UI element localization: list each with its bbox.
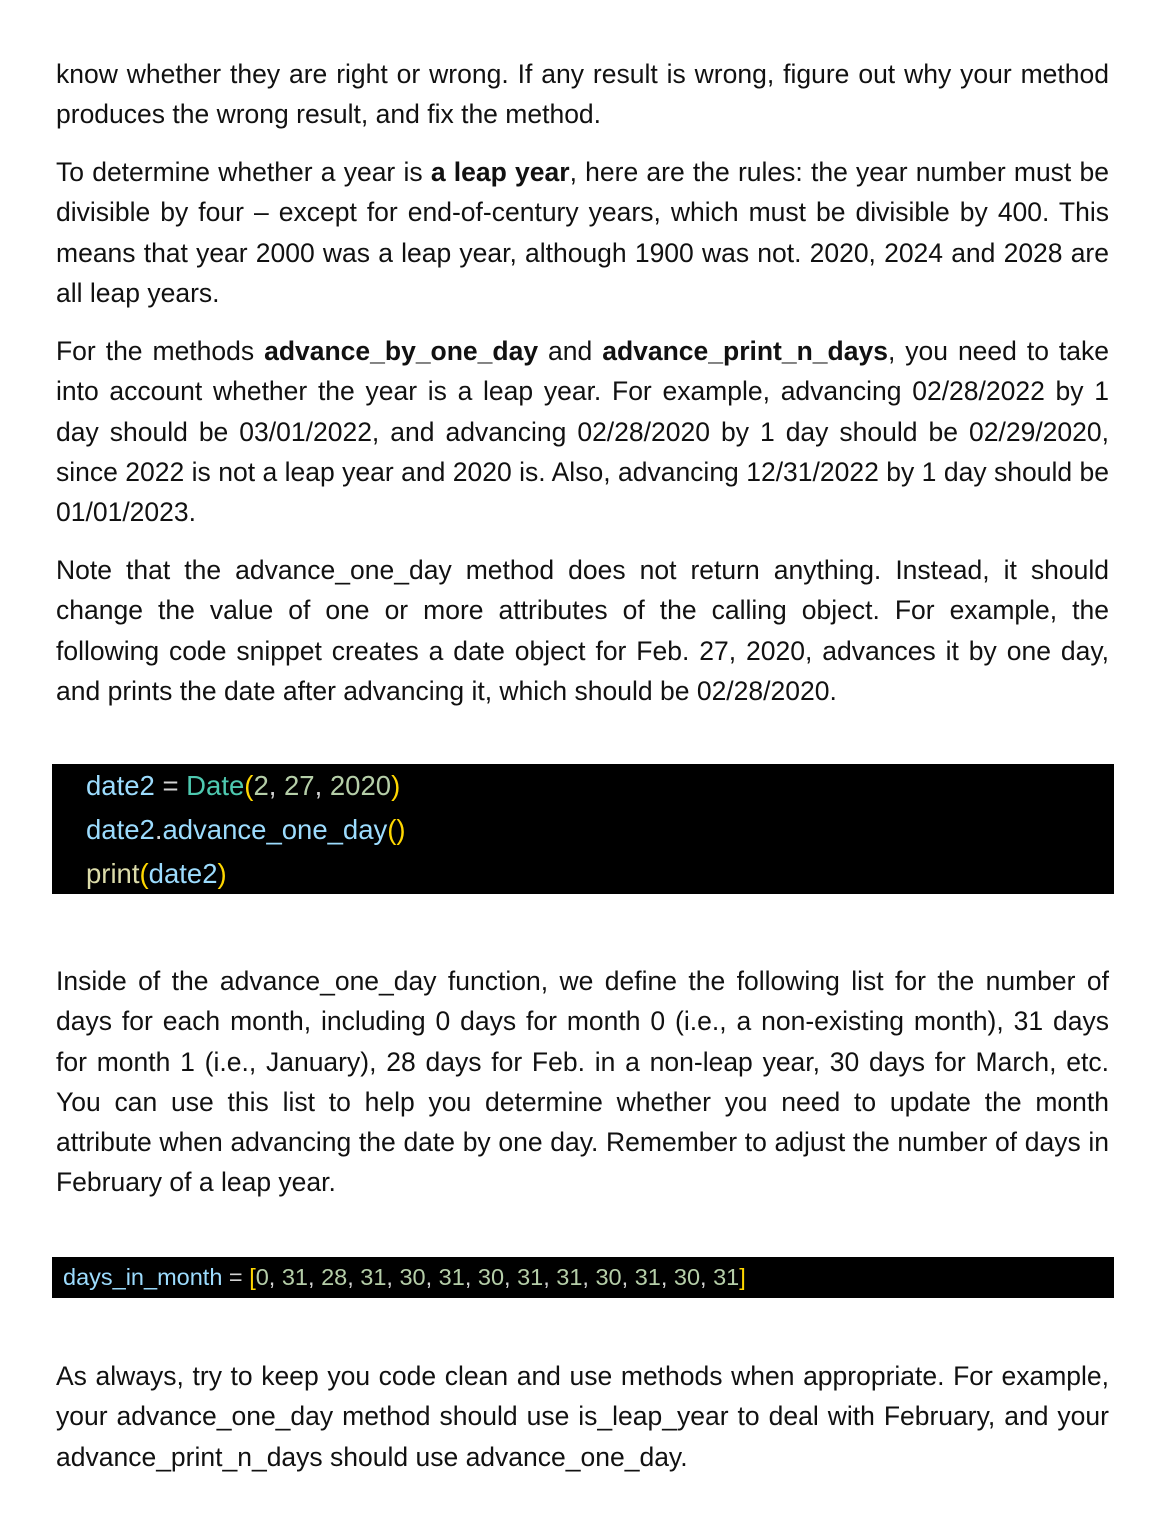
paragraph-text: know whether they are right or wrong. If any result is wrong, figure out why your method produces the wrong result, and fix the method. (56, 59, 1109, 130)
list-separator: , (268, 1264, 282, 1290)
code-snippet-days-in-month (52, 1257, 1114, 1298)
list-separator: , (464, 1264, 478, 1290)
code-line: date2 = Date(2, 27, 2020) (86, 770, 401, 801)
paragraph-text: To determine whether a year is (56, 157, 431, 187)
list-value: 30 (673, 1264, 701, 1290)
list-value: 30 (595, 1264, 622, 1290)
code-snippet-date-example (52, 764, 1114, 894)
paragraph-text: As always, try to keep you code clean and use methods when appropriate. For example, your advance_one_day method should use is_leap_year to deal with February, and your advance_print_n_days should use advance_one_day. (56, 1361, 1109, 1472)
code-line: days_in_month = [0, 31, 28, 31, 30, 31, 30, 31, 31, 30, 31, 30, 31] (63, 1264, 746, 1290)
paragraph-text: Note that the advance_one_day method does not return anything. Instead, it should change the value of one or more attributes of the calling object. For example, the following code snippet creates a date object for Feb. 27, 2020, advances it by one day, and prints the date after advancing it, which should be 02/28/2020. (56, 555, 1109, 706)
list-separator: , (425, 1264, 439, 1290)
paragraph-text: , here are the rules: the year number must be divisible by four – except for end-of-century years, which must be divisible by 400. This means that year 2000 was a leap year, although 1900 was not. 2020, 2024 and 2028 are all leap years. (56, 157, 1109, 308)
paragraph-days-in-month-explanation (56, 961, 1109, 1203)
paragraph-text: For the methods (56, 336, 265, 366)
list-separator: , (660, 1264, 674, 1290)
list-value: 31 (517, 1264, 544, 1290)
bold-method-name: advance_by_one_day (264, 336, 539, 366)
list-value: 31 (634, 1264, 661, 1290)
paragraph-closing-advice (56, 1356, 1109, 1477)
bold-term: a leap year (430, 157, 570, 187)
list-value: 28 (321, 1264, 348, 1290)
list-separator: , (582, 1264, 596, 1290)
paragraph-text: Inside of the advance_one_day function, we define the following list for the number of days for each month, including 0 days for month 0 (i.e., a non-existing month), 31 days for month 1 (i.e., January), 28 days for Feb. in a non-leap year, 30 days for March, etc. You can use this list to help you determine whether you need to update the month attribute when advancing the date by one day. Remember to adjust the number of days in February of a leap year. (56, 966, 1109, 1198)
list-value: 31 (438, 1264, 465, 1290)
list-value: 31 (360, 1264, 387, 1290)
list-separator: , (347, 1264, 361, 1290)
paragraph-advance-one-day-note (56, 550, 1109, 711)
list-separator: , (386, 1264, 400, 1290)
list-value: 30 (399, 1264, 426, 1290)
list-separator: , (700, 1264, 714, 1290)
code-line: print(date2) (86, 858, 227, 889)
paragraph-text: , you need to take into account whether the year is a leap year. For example, advancing 02/28/2022 by 1 day should be 03/01/2022, and advancing 02/28/2020 by 1 day should be 02/29/2020, since 2022 is not a leap year and 2020 is. Also, advancing 12/31/2022 by 1 day should be 01/01/2023. (56, 336, 1109, 528)
list-value: 30 (477, 1264, 505, 1290)
list-separator: , (504, 1264, 518, 1290)
list-separator: , (543, 1264, 557, 1290)
code-line: date2.advance_one_day() (86, 814, 406, 845)
list-value: 31 (281, 1264, 308, 1290)
list-separator: , (308, 1264, 322, 1290)
list-value: 31 (713, 1264, 740, 1290)
bold-method-name: advance_print_n_days (602, 336, 888, 366)
paragraph-leap-year-rules (56, 152, 1109, 313)
list-value: 0 (255, 1264, 269, 1290)
paragraph-text: and (538, 336, 603, 366)
list-separator: , (621, 1264, 635, 1290)
list-value: 31 (556, 1264, 583, 1290)
paragraph-advance-methods (56, 331, 1109, 532)
paragraph-intro-continuation (56, 54, 1109, 135)
